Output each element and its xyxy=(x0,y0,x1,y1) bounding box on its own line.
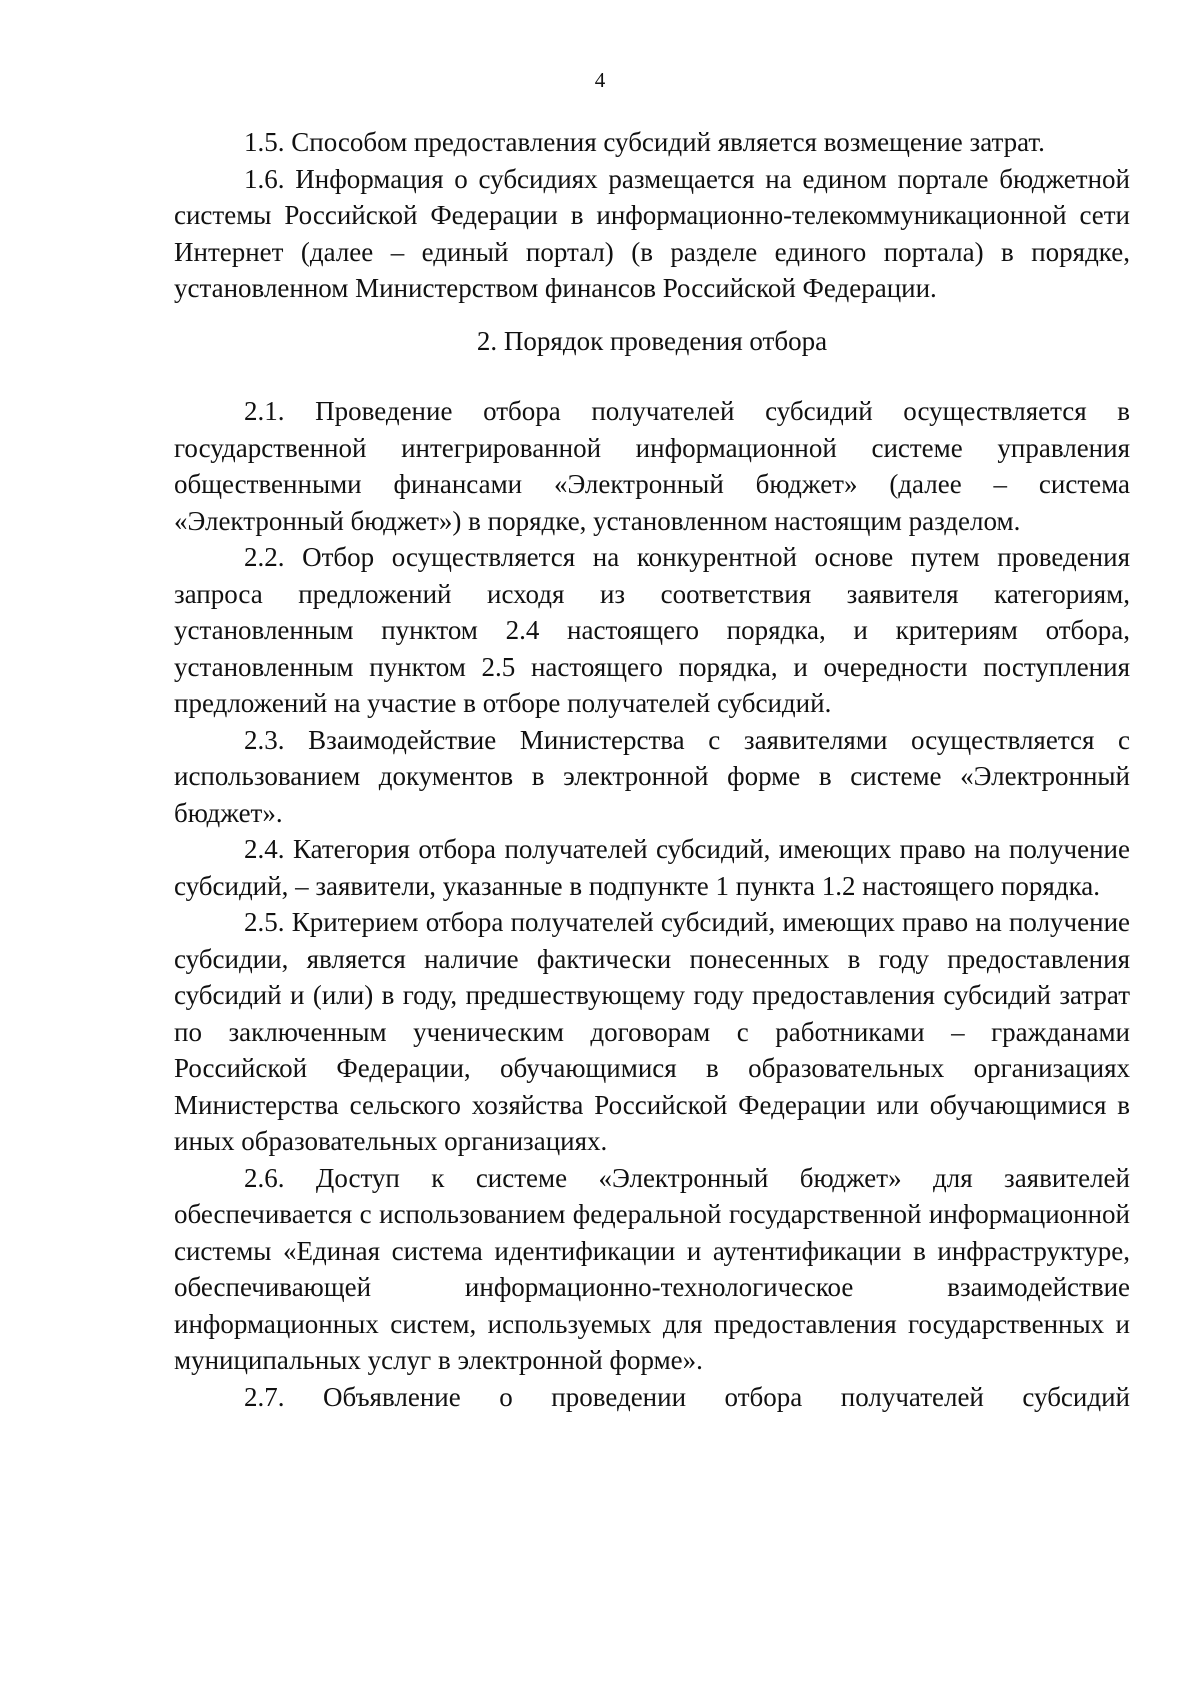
paragraph-2-2: 2.2. Отбор осуществляется на конкурентной основе путем проведения запроса предложений исходя из соответствия заявителя категориям, установленным пунктом 2.4 настоящего порядка, и критериям отбора, установленным пунктом 2.5 настоящего порядка, и очередности поступления предложений на участие в отборе получателей субсидий. xyxy=(174,542,1130,718)
document-body xyxy=(174,124,1130,1415)
paragraph-2-5: 2.5. Критерием отбора получателей субсидий, имеющих право на получение субсидии, является наличие фактически понесенных в году предоставления субсидий и (или) в году, предшествующему году предоставления субсидий затрат по заключенным ученическим договорам с работниками – гражданами Российской Федерации, обучающимися в образовательных организациях Министерства сельского хозяйства Российской Федерации или обучающимися в иных образовательных организациях. xyxy=(174,907,1130,1156)
paragraph-2-1: 2.1. Проведение отбора получателей субсидий осуществляется в государственной интегрированной информационной системе управления общественными финансами «Электронный бюджет» (далее – система «Электронный бюджет») в порядке, установленном настоящим разделом. xyxy=(174,396,1130,536)
section-heading: 2. Порядок проведения отбора xyxy=(476,325,828,356)
paragraph-1-5: 1.5. Способом предоставления субсидий является возмещение затрат. xyxy=(244,127,1045,157)
paragraph-1-6: 1.6. Информация о субсидиях размещается на едином портале бюджетной системы Российской Федерации в информационно-телекоммуникационной сети Интернет (далее – единый портал) (в разделе единого портала) в порядке, установленном Министерством финансов Российской Федерации. xyxy=(174,163,1130,303)
paragraph-2-7: 2.7. Объявление о проведении отбора получателей субсидий xyxy=(244,1381,1130,1412)
paragraph-2-4: 2.4. Категория отбора получателей субсидий, имеющих право на получение субсидий, – заявители, указанные в подпункте 1 пункта 1.2 настоящего порядка. xyxy=(174,834,1130,901)
paragraph-2-6: 2.6. Доступ к системе «Электронный бюджет» для заявителей обеспечивается с использованием федеральной государственной информационной системы «Единая система идентификации и аутентификации в инфраструктуре, обеспечивающей информационно-технологическое взаимодействие информационных систем, используемых для предоставления государственных и муниципальных услуг в электронной форме». xyxy=(174,1162,1130,1375)
paragraph-2-3: 2.3. Взаимодействие Министерства с заявителями осуществляется с использованием документов в электронной форме в системе «Электронный бюджет». xyxy=(174,724,1130,828)
page-number: 4 xyxy=(594,68,606,92)
